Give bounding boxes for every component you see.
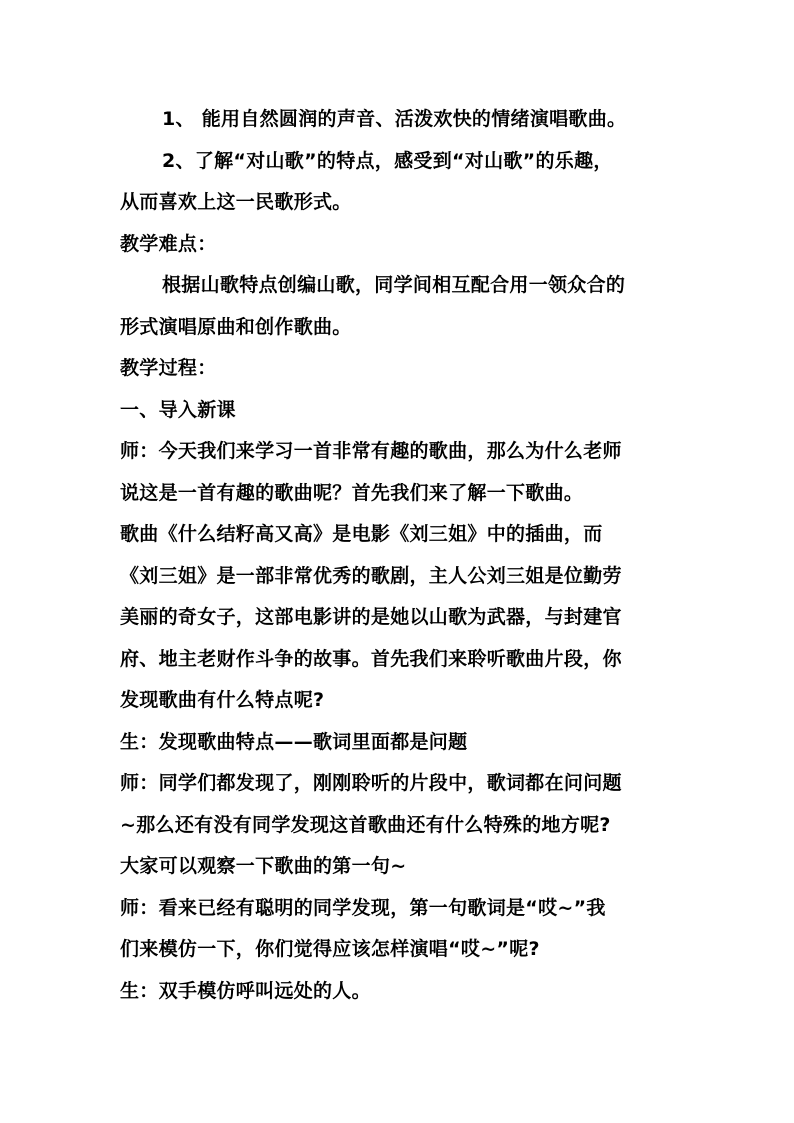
paragraph-line: 说这是一首有趣的歌曲呢？首先我们来了解一下歌曲。 [120,482,584,504]
objective-2-line-1: 2、了解“对山歌”的特点，感受到“对山歌”的乐趣， [162,150,613,172]
paragraph-line: 生：双手模仿呼叫远处的人。 [120,980,371,1002]
paragraph-line: 大家可以观察一下歌曲的第一句~ [120,855,407,877]
paragraph-line: 歌曲《什么结籽高又高》是电影《刘三姐》中的插曲，而 [120,523,603,545]
paragraph-line: 《刘三姐》是一部非常优秀的歌剧，主人公刘三姐是位勤劳 [120,565,622,587]
heading-teaching-process: 教学过程： [120,357,217,379]
paragraph-line: 师：同学们都发现了，刚刚聆听的片段中，歌词都在问问题 [120,772,622,794]
objective-1: 1、 能用自然圆润的声音、活泼欢快的情绪演唱歌曲。 [162,108,627,130]
paragraph-line: 师：今天我们来学习一首非常有趣的歌曲，那么为什么老师 [120,440,622,462]
paragraph-line: 们来模仿一下，你们觉得应该怎样演唱“哎~”呢? [120,938,540,960]
paragraph-line: 美丽的奇女子，这部电影讲的是她以山歌为武器，与封建官 [120,606,622,628]
heading-teaching-difficulty: 教学难点： [120,233,217,255]
section-1-title: 一、导入新课 [120,399,236,421]
paragraph-line: ~那么还有没有同学发现这首歌曲还有什么特殊的地方呢? [120,814,611,836]
objective-2-line-2: 从而喜欢上这一民歌形式。 [120,191,352,213]
paragraph-line: 府、地主老财作斗争的故事。首先我们来聆听歌曲片段，你 [120,648,622,670]
paragraph-line: 发现歌曲有什么特点呢? [120,689,325,711]
paragraph-line: 师：看来已经有聪明的同学发现，第一句歌词是“哎~”我 [120,897,606,919]
paragraph-line: 生：发现歌曲特点——歌词里面都是问题 [120,731,468,753]
difficulty-line-2: 形式演唱原曲和创作歌曲。 [120,316,352,338]
difficulty-line-1: 根据山歌特点创编山歌，同学间相互配合用一领众合的 [162,274,626,296]
